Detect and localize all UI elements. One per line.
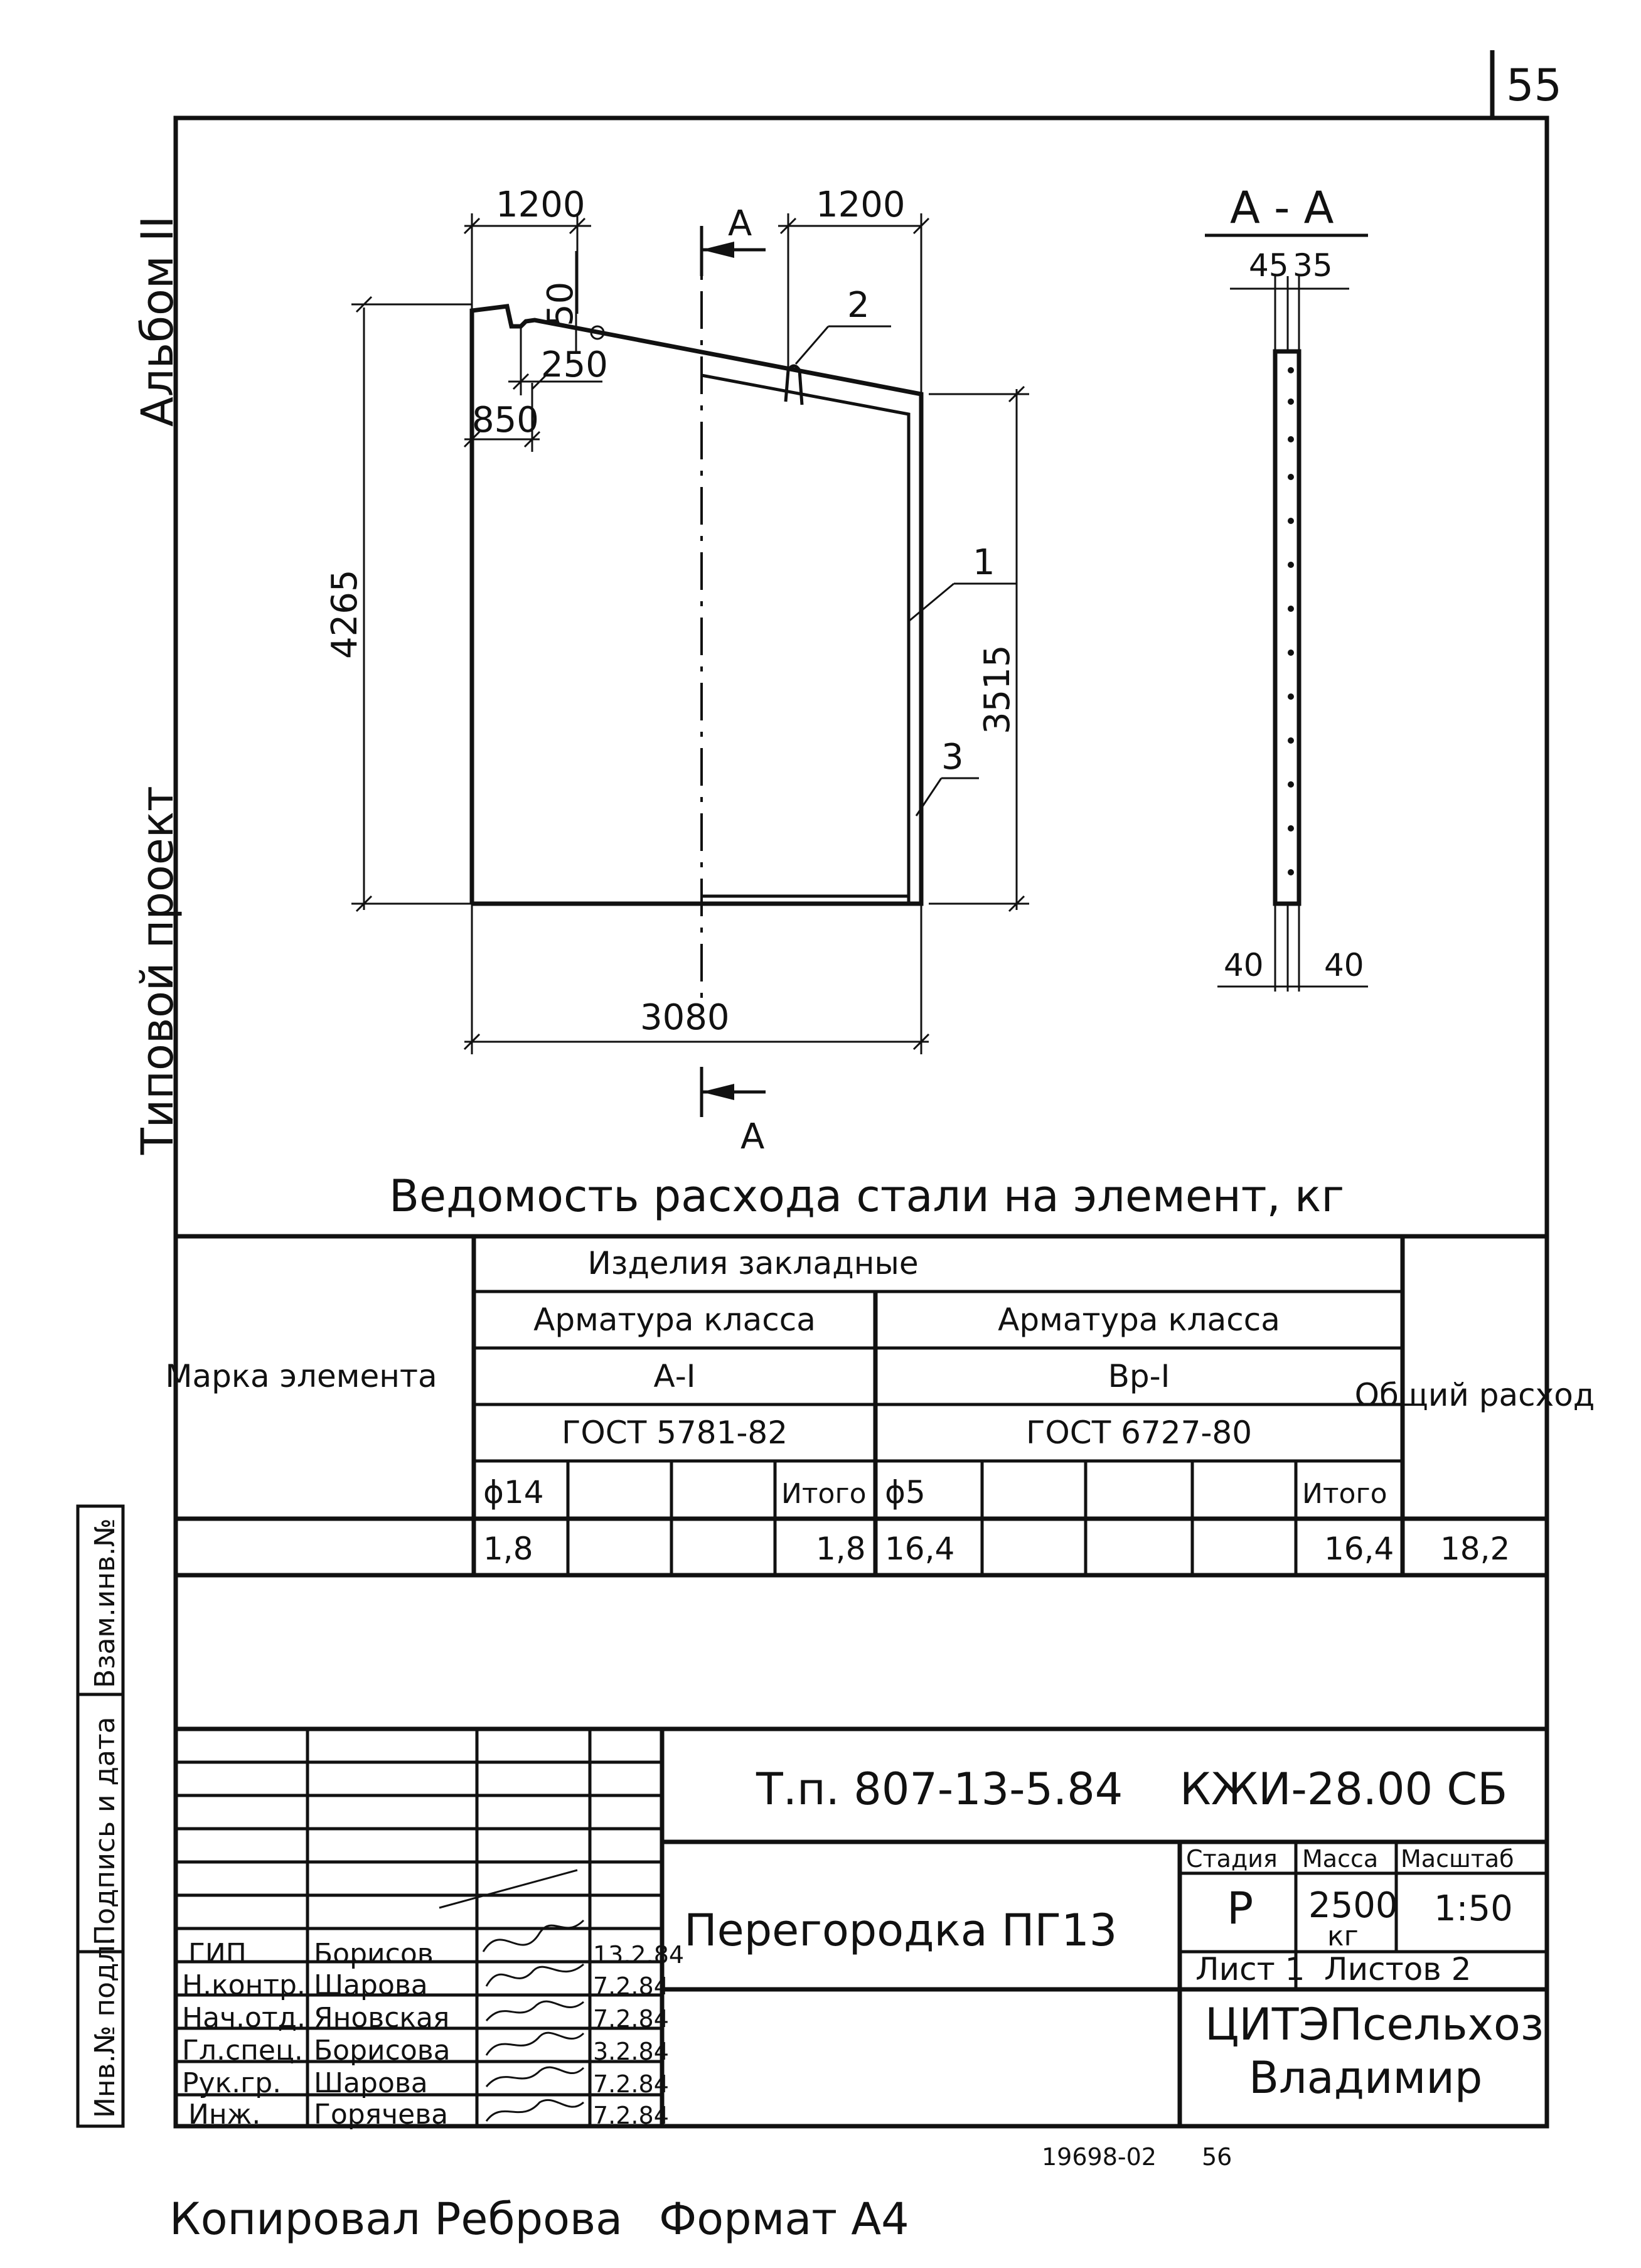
panel-outline [472, 306, 921, 904]
col-b-total: Итого [1302, 1478, 1387, 1510]
section-title: А - А [1230, 182, 1334, 233]
sheet-number: 55 [1506, 60, 1563, 111]
dim-left-offset: 850 [472, 400, 539, 441]
mass-value: 2500 [1308, 1885, 1398, 1926]
col-b-d5: ϕ5 [885, 1474, 926, 1511]
class-b-title: Арматура класса [998, 1302, 1280, 1338]
mark-header: Марка элемента [165, 1358, 437, 1394]
sig-date-6: 7.2.84 [593, 2102, 669, 2129]
sig-name-6: Горячева [314, 2099, 449, 2131]
dim-total-height: 4265 [324, 569, 365, 659]
scale-value: 1:50 [1434, 1888, 1513, 1929]
album-label: Альбом II [132, 215, 183, 427]
steel-table [165, 1236, 1595, 1575]
sheets-label: Листов 2 [1324, 1951, 1472, 1987]
footer-page-number: 56 [1202, 2143, 1232, 2171]
stamp-replace-inv: Взам.инв.№ [89, 1518, 121, 1688]
class-a-title: Арматура класса [533, 1302, 816, 1338]
callout-1: 1 [973, 542, 995, 583]
dim-right-height: 3515 [977, 645, 1018, 734]
sig-date-3: 7.2.84 [593, 2005, 669, 2033]
section-rebar-dots [1288, 367, 1294, 875]
col-a-d14: ϕ14 [483, 1474, 544, 1511]
dim-top-left-width: 1200 [496, 185, 585, 225]
sig-role-4: Гл.спец. [182, 2035, 303, 2067]
dim-total-width: 3080 [640, 997, 730, 1038]
sig-date-5: 7.2.84 [593, 2070, 669, 2098]
stage-value: Р [1227, 1883, 1254, 1934]
dim-notch-height: 50 [540, 281, 581, 326]
class-a-gost: ГОСТ 5781-82 [561, 1415, 788, 1451]
project-code: Т.п. 807-13-5.84 [756, 1763, 1123, 1815]
callout-2: 2 [847, 285, 870, 326]
sig-name-3: Яновская [314, 2002, 450, 2034]
header-group: Изделия закладные [587, 1245, 919, 1281]
col-a-total: Итого [781, 1478, 867, 1510]
section-label-bottom: А [740, 1116, 765, 1157]
sig-name-4: Борисова [314, 2035, 451, 2067]
scale-label: Масштаб [1401, 1845, 1514, 1873]
sig-date-2: 7.2.84 [593, 1972, 669, 2000]
sig-name-2: Шарова [314, 1969, 428, 2001]
title-block [176, 1729, 1547, 2131]
mass-label: Масса [1302, 1845, 1379, 1873]
section-profile [1275, 351, 1299, 904]
section-dim-40-right: 40 [1324, 947, 1364, 983]
doc-code: КЖИ-28.00 СБ [1180, 1763, 1508, 1815]
callout-3: 3 [941, 737, 964, 778]
sig-date-4: 3.2.84 [593, 2038, 669, 2065]
org-city: Владимир [1249, 2052, 1483, 2104]
elevation-drawing [324, 185, 1029, 1157]
section-a-a [1205, 182, 1368, 992]
section-dim-40-left: 40 [1224, 947, 1264, 983]
left-stamp-strip [78, 1506, 123, 2126]
dim-top-right-width: 1200 [816, 185, 906, 225]
stage-label: Стадия [1186, 1845, 1278, 1873]
section-dim-45: 45 [1249, 247, 1289, 284]
sig-role-6: Инж. [188, 2099, 261, 2131]
class-b-grade: Вр-I [1108, 1358, 1170, 1394]
total-header: Общий расход [1354, 1377, 1595, 1413]
stamp-inv-no: Инв.№ подл. [89, 1936, 121, 2118]
val-total: 18,2 [1440, 1531, 1510, 1567]
val-a-total: 1,8 [816, 1531, 866, 1567]
sig-role-2: Н.контр. [182, 1969, 306, 2001]
sig-name-1: Борисов [314, 1938, 434, 1970]
dim-notch-width: 250 [541, 345, 608, 385]
org-name: ЦИТЭПсельхоз [1205, 1999, 1544, 2050]
sheet-label: Лист 1 [1195, 1951, 1305, 1987]
val-b-total: 16,4 [1324, 1531, 1394, 1567]
archive-number: 19698-02 [1042, 2143, 1157, 2171]
main-frame [176, 118, 1547, 2126]
sig-name-5: Шарова [314, 2067, 428, 2099]
section-label-top: А [728, 203, 752, 244]
sig-date-1: 13.2.84 [593, 1941, 685, 1969]
class-b-gost: ГОСТ 6727-80 [1025, 1415, 1253, 1451]
section-dim-35: 35 [1293, 247, 1333, 284]
sig-role-5: Рук.гр. [182, 2067, 282, 2099]
val-a-d14: 1,8 [483, 1531, 533, 1567]
mass-unit: кг [1327, 1920, 1359, 1952]
class-a-grade: А-I [653, 1358, 696, 1394]
copied-by: Копировал Реброва [169, 2193, 623, 2245]
sig-role-3: Нач.отд. [182, 2002, 306, 2034]
element-name: Перегородка ПГ13 [684, 1905, 1118, 1956]
sig-role-1: ГИП [188, 1938, 247, 1970]
format-label: Формат А4 [659, 2193, 909, 2245]
project-type-label: Типовой проект [132, 786, 183, 1155]
stamp-signature-date: Подпись и дата [89, 1716, 121, 1945]
val-b-d5: 16,4 [885, 1531, 955, 1567]
steel-table-title: Ведомость расхода стали на элемент, кг [389, 1170, 1345, 1222]
reinforcement-contour [702, 375, 909, 904]
